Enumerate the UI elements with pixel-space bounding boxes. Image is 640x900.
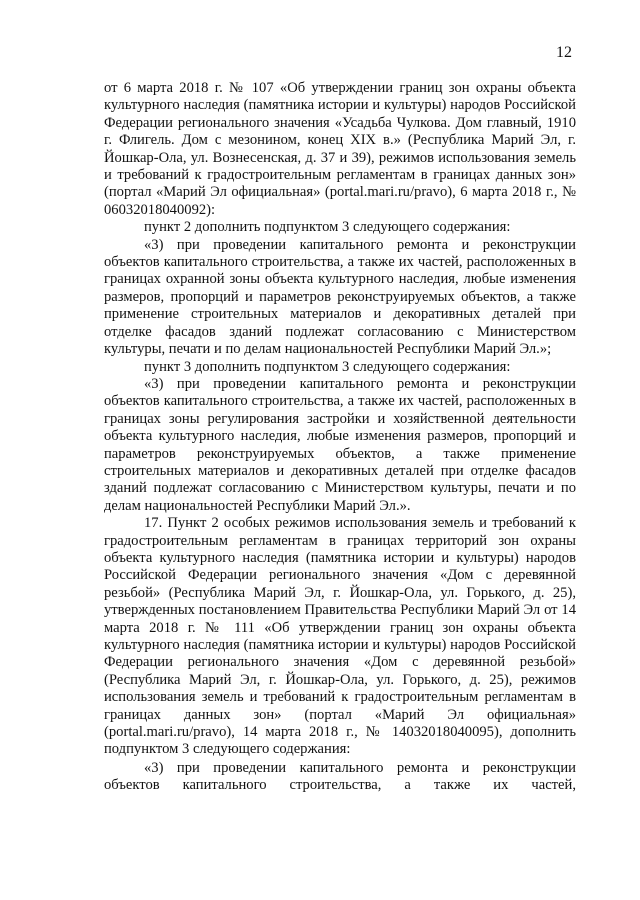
paragraph-point-2-subpoint-3: «3) при проведении капитального ремонта и реконструкции объектов капитального строительства, а также их частей, расположенных в границах охранной зоны объекта культурного наследия, любые изменения размеров, пропорций и параметров реконструируемых объектов, а также применение строительных материалов и декоративных деталей при отделке фасадов зданий подлежат согласованию с Министерством культуры, печати и по делам национальностей Республики Марий Эл.»; [104, 236, 576, 358]
document-body [104, 80, 576, 795]
paragraph-item-17-subpoint-3: «3) при проведении капитального ремонта и реконструкции объектов капитального строительства, а также их частей, [104, 759, 576, 794]
paragraph-point-3-subpoint-3: «3) при проведении капитального ремонта и реконструкции объектов капитального строительства, а также их частей, расположенных в границах зоны регулирования застройки и хозяйственной деятельности объекта культурного наследия, любые изменения размеров, пропорций и параметров реконструируемых объектов, а также применение строительных материалов и декоративных деталей при отделке фасадов зданий подлежат согласованию с Министерством культуры, печати и по делам национальностей Республики Марий Эл.». [104, 375, 576, 514]
paragraph-item-17: 17. Пункт 2 особых режимов использования земель и требований к градостроительным регламентам в границах территорий зон охраны объекта культурного наследия (памятника истории и культуры) народов Российской Федерации регионального значения «Дом с деревянной резьбой» (Республика Марий Эл, г. Йошкар-Ола, ул. Горького, д. 25), утвержденных постановлением Правительства Республики Марий Эл от 14 марта 2018 г. № 111 «Об утверждении границ зон охраны объекта культурного наследия (памятника истории и культуры) народов Российской Федерации регионального значения «Дом с деревянной резьбой» (Республика Марий Эл, г. Йошкар-Ола, ул. Горького, д. 25), режимов использования земель и требований к градостроительным регламентам в границах данных зон» (портал «Марий Эл официальная» (portal.mari.ru/pravo), 14 марта 2018 г., № 14032018040095), дополнить подпунктом 3 следующего содержания: [104, 515, 576, 758]
paragraph-point-2-intro: пункт 2 дополнить подпунктом 3 следующего содержания: [144, 219, 511, 236]
page-number: 12 [556, 44, 572, 61]
paragraph-decree-reference: от 6 марта 2018 г. № 107 «Об утверждении границ зон охраны объекта культурного наследия (памятника истории и культуры) народов Российской Федерации регионального значения «Усадьба Чулкова. Дом главный, 1910 г. Флигель. Дом с мезонином, конец XIX в.» (Республика Марий Эл, г. Йошкар-Ола, ул. Вознесенская, д. 37 и 39), режимов использования земель и требований к градостроительным регламентам в границах данных зон» (портал «Марий Эл официальная» (portal.mari.ru/pravo), 6 марта 2018 г., № 06032018040092): [104, 80, 576, 218]
paragraph-point-3-intro: пункт 3 дополнить подпунктом 3 следующего содержания: [144, 358, 511, 375]
